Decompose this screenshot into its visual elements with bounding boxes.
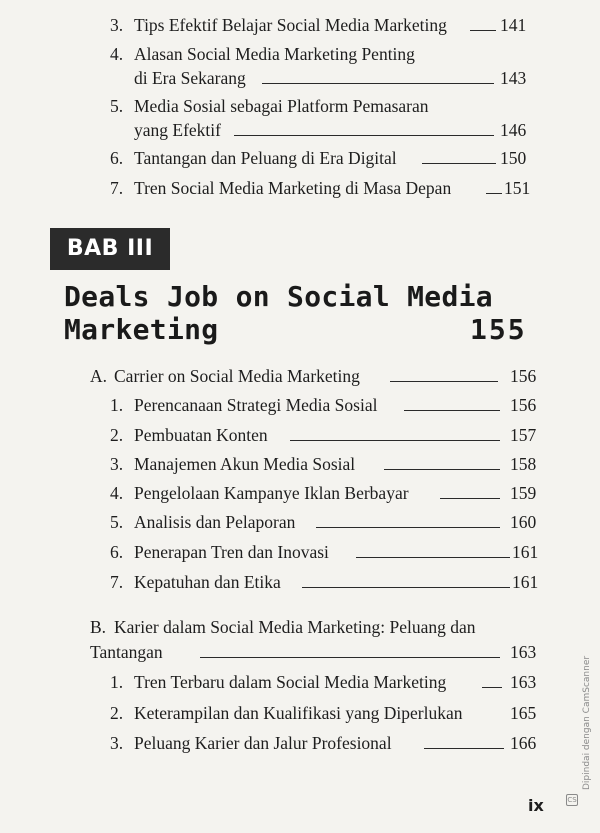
toc-entry <box>0 701 600 725</box>
section-page: 163 <box>510 642 537 662</box>
entry-page: 161 <box>512 542 539 562</box>
section-page: 156 <box>510 366 537 386</box>
toc-entry <box>0 423 600 447</box>
toc-section <box>0 615 600 639</box>
entry-number: 3. <box>110 733 124 753</box>
toc-entry <box>0 670 600 694</box>
entry-title: Analisis dan Pelaporan <box>134 512 296 532</box>
chapter-title: Deals Job on Social Media <box>64 280 493 313</box>
toc-entry <box>0 481 600 505</box>
dot-leader <box>356 557 510 558</box>
entry-title: Penerapan Tren dan Inovasi <box>134 542 329 562</box>
toc-section-continued <box>0 640 600 664</box>
entry-title: Perencanaan Strategi Media Sosial <box>134 395 378 415</box>
entry-number: 3. <box>110 454 124 474</box>
entry-title: di Era Sekarang <box>134 68 246 88</box>
dot-leader <box>470 30 496 31</box>
entry-number: 6. <box>110 148 124 168</box>
chapter-title-continued: Marketing <box>64 313 219 346</box>
dot-leader <box>384 469 500 470</box>
toc-entry <box>0 176 600 200</box>
entry-title: Kepatuhan dan Etika <box>134 572 281 592</box>
section-letter: A. <box>90 366 108 386</box>
toc-entry <box>0 42 600 66</box>
entry-page: 161 <box>512 572 539 592</box>
scanner-watermark: Dipindai dengan CamScanner <box>582 655 592 790</box>
dot-leader <box>290 440 500 441</box>
toc-entry <box>0 570 600 594</box>
dot-leader <box>486 193 502 194</box>
entry-number: 5. <box>110 96 124 116</box>
dot-leader <box>440 498 500 499</box>
dot-leader <box>390 381 498 382</box>
entry-title: Pengelolaan Kampanye Iklan Berbayar <box>134 483 409 503</box>
toc-entry-continued <box>0 118 600 142</box>
toc-section <box>0 364 600 388</box>
entry-number: 1. <box>110 395 124 415</box>
entry-title: Keterampilan dan Kualifikasi yang Diperlukan <box>134 703 463 723</box>
entry-number: 5. <box>110 512 124 532</box>
section-title: Tantangan <box>90 642 163 662</box>
section-title: Karier dalam Social Media Marketing: Peluang dan <box>114 617 476 637</box>
dot-leader <box>302 587 510 588</box>
dot-leader <box>424 748 504 749</box>
toc-entry <box>0 452 600 476</box>
entry-number: 4. <box>110 483 124 503</box>
toc-entry <box>0 540 600 564</box>
entry-page: 160 <box>510 512 537 532</box>
toc-entry <box>0 393 600 417</box>
entry-page: 150 <box>500 148 527 168</box>
toc-entry <box>0 94 600 118</box>
entry-number: 3. <box>110 15 124 35</box>
entry-number: 7. <box>110 178 124 198</box>
entry-page: 165 <box>510 703 537 723</box>
entry-page: 157 <box>510 425 537 445</box>
entry-title: Media Sosial sebagai Platform Pemasaran <box>134 96 429 116</box>
entry-number: 4. <box>110 44 124 64</box>
section-title: Carrier on Social Media Marketing <box>114 366 360 386</box>
chapter-page: 155 <box>470 313 527 346</box>
entry-page: 156 <box>510 395 537 415</box>
entry-number: 6. <box>110 542 124 562</box>
dot-leader <box>200 657 500 658</box>
entry-title: Alasan Social Media Marketing Penting <box>134 44 415 64</box>
chapter-label: BAB III <box>66 236 154 261</box>
dot-leader <box>262 83 494 84</box>
camscanner-icon: CS <box>567 796 577 804</box>
entry-number: 7. <box>110 572 124 592</box>
entry-number: 2. <box>110 425 124 445</box>
entry-title: Tips Efektif Belajar Social Media Marketing <box>134 15 447 35</box>
entry-number: 2. <box>110 703 124 723</box>
toc-entry <box>0 731 600 755</box>
entry-title: Tren Social Media Marketing di Masa Depan <box>134 178 452 198</box>
dot-leader <box>234 135 494 136</box>
entry-page: 159 <box>510 483 537 503</box>
toc-entry <box>0 146 600 170</box>
entry-page: 141 <box>500 15 527 35</box>
entry-page: 151 <box>504 178 531 198</box>
entry-page: 163 <box>510 672 537 692</box>
entry-page: 143 <box>500 68 527 88</box>
section-letter: B. <box>90 617 107 637</box>
entry-title: Manajemen Akun Media Sosial <box>134 454 356 474</box>
dot-leader <box>482 687 502 688</box>
toc-entry <box>0 13 600 37</box>
entry-number: 1. <box>110 672 124 692</box>
dot-leader <box>404 410 500 411</box>
dot-leader <box>316 527 500 528</box>
entry-title: Pembuatan Konten <box>134 425 268 445</box>
entry-title: Peluang Karier dan Jalur Profesional <box>134 733 392 753</box>
entry-page: 146 <box>500 120 527 140</box>
entry-title: Tren Terbaru dalam Social Media Marketing <box>134 672 447 692</box>
dot-leader <box>422 163 496 164</box>
page-number: ix <box>528 796 544 815</box>
toc-entry-continued <box>0 66 600 90</box>
toc-entry <box>0 510 600 534</box>
entry-page: 166 <box>510 733 537 753</box>
entry-page: 158 <box>510 454 537 474</box>
chapter-label-box <box>50 228 170 270</box>
entry-title: Tantangan dan Peluang di Era Digital <box>134 148 397 168</box>
entry-title: yang Efektif <box>134 120 221 140</box>
